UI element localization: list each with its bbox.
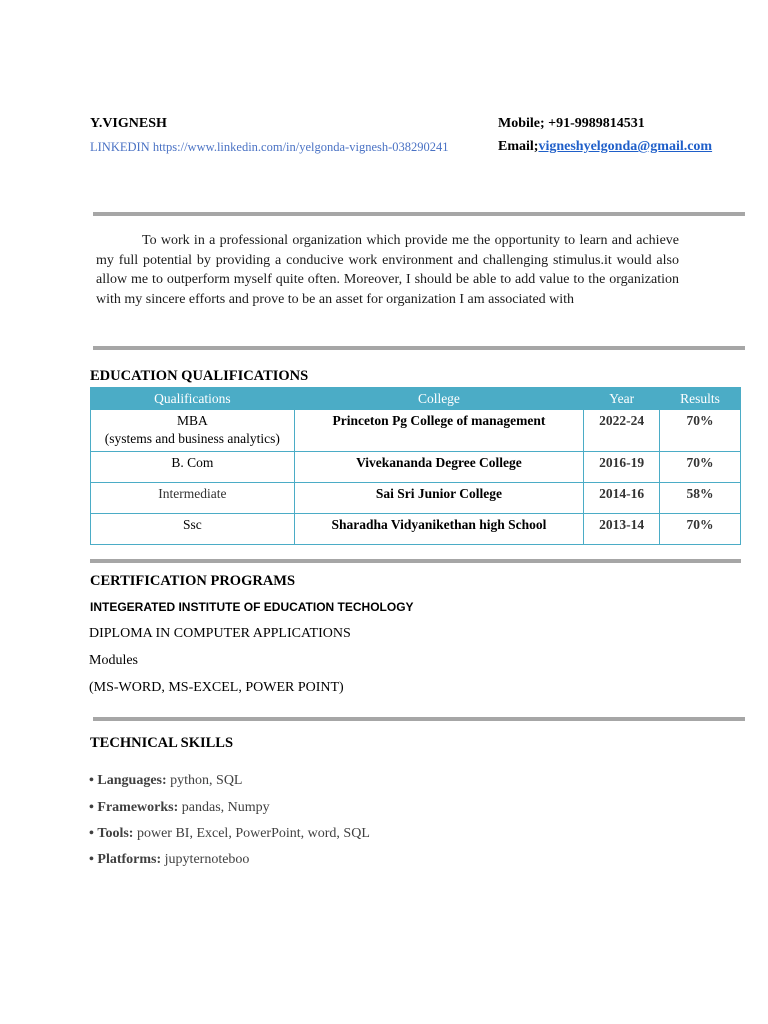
table-row [91,514,741,545]
table-row [91,410,741,452]
list-item [89,800,270,816]
skill-value: python, SQL [166,773,243,788]
college-cell: Sharadha Vidyanikethan high School [294,514,584,545]
column-header-results: Results [660,388,741,410]
skill-label: Platforms: [97,852,162,867]
skill-label: Tools: [97,826,134,841]
year-cell: 2013-14 [584,514,660,545]
qualification-sub: (systems and business analytics) [104,431,280,446]
bullet: • [89,800,94,815]
qualification-cell: B. Com [91,452,295,483]
column-header-qualifications: Qualifications [91,388,295,410]
skill-value: jupyternoteboo [161,852,250,867]
divider [90,559,741,563]
qualification-cell [91,410,295,452]
college-cell: Sai Sri Junior College [294,483,584,514]
year-cell: 2014-16 [584,483,660,514]
column-header-college: College [294,388,584,410]
objective-paragraph: To work in a professional organization which provide me the opportunity to learn and achieve my full potential by providing a conducive work environment and challenging stimulus.it would also allow me to outperform myself quite often. Moreover, I should be able to add value to the organization with my sincere efforts and prove to be an asset for organization I am associated with [96,233,679,307]
qualification-cell: Ssc [91,514,295,545]
bullet: • [89,826,94,841]
modules-label: Modules [89,653,138,668]
email-link[interactable]: vigneshyelgonda@gmail.com [538,139,713,154]
result-cell: 70% [660,410,741,452]
table-header-row [91,388,741,410]
skills-title: TECHNICAL SKILLS [90,735,234,751]
modules-list: (MS-WORD, MS-EXCEL, POWER POINT) [89,680,344,695]
skill-label: Frameworks: [97,800,179,815]
divider [93,212,745,216]
year-cell: 2016-19 [584,452,660,483]
mobile-number: Mobile; +91-9989814531 [498,116,645,131]
result-cell: 58% [660,483,741,514]
qualification-cell: Intermediate [91,483,295,514]
column-header-year: Year [584,388,660,410]
skill-value: pandas, Numpy [178,800,270,815]
bullet: • [89,852,94,867]
result-cell: 70% [660,514,741,545]
list-item [89,852,249,868]
certification-title: CERTIFICATION PROGRAMS [90,573,296,589]
college-cell: Vivekananda Degree College [294,452,584,483]
program-name: DIPLOMA IN COMPUTER APPLICATIONS [89,626,351,641]
skill-value: power BI, Excel, PowerPoint, word, SQL [133,826,370,841]
divider [93,346,745,350]
list-item [89,826,370,842]
bullet: • [89,773,94,788]
email-label: Email; [498,139,539,154]
skill-label: Languages: [97,773,167,788]
institute-name: INTEGERATED INSTITUTE OF EDUCATION TECHOLOGY [90,600,414,614]
table-row [91,452,741,483]
list-item [89,773,242,789]
college-cell: Princeton Pg College of management [294,410,584,452]
divider [93,717,745,721]
candidate-name: Y.VIGNESH [90,116,167,131]
linkedin-link[interactable]: LINKEDIN https://www.linkedin.com/in/yelgonda-vignesh-038290241 [90,140,449,154]
qualification-name: MBA [176,413,208,428]
result-cell: 70% [660,452,741,483]
education-table [90,387,741,545]
email-line [498,139,712,155]
table-row [91,483,741,514]
year-cell: 2022-24 [584,410,660,452]
education-title: EDUCATION QUALIFICATIONS [90,368,309,384]
